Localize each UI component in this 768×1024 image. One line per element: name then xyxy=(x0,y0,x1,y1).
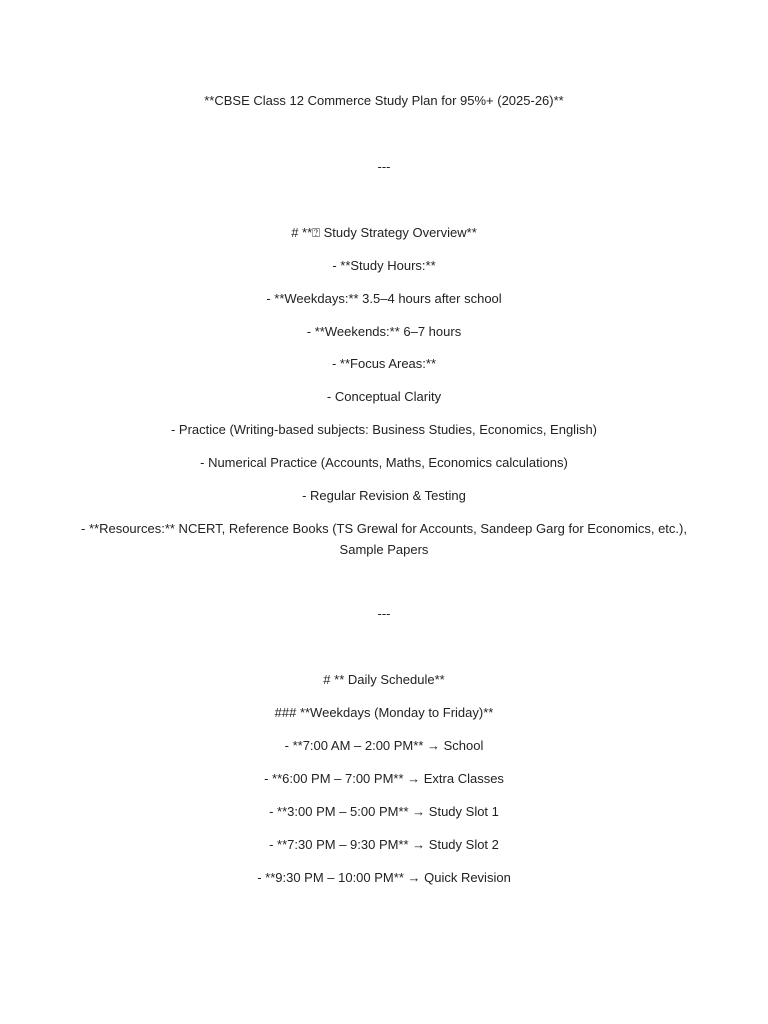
weekdays-hours: - **Weekdays:** 3.5–4 hours after school xyxy=(266,291,502,306)
focus-area-item: - Conceptual Clarity xyxy=(326,389,442,404)
weekends-hours: - **Weekends:** 6–7 hours xyxy=(306,324,462,339)
schedule-item: - **9:30 PM – 10:00 PM** → Quick Revision xyxy=(257,870,511,885)
focus-area-item: - Regular Revision & Testing xyxy=(302,488,466,503)
separator: --- xyxy=(377,159,391,174)
focus-area-item: - Practice (Writing-based subjects: Business Studies, Economics, English) xyxy=(170,422,598,437)
focus-area-item: - Numerical Practice (Accounts, Maths, Economics calculations) xyxy=(200,455,568,470)
schedule-item: - **3:00 PM – 5:00 PM** → Study Slot 1 xyxy=(269,804,499,819)
resources-line: - **Resources:** NCERT, Reference Books (TS Grewal for Accounts, Sandeep Garg for Economics, etc.), Sample Papers xyxy=(81,521,691,557)
separator: --- xyxy=(377,606,391,621)
strategy-heading: # **⍰ Study Strategy Overview** xyxy=(291,225,477,240)
focus-areas-label: - **Focus Areas:** xyxy=(331,356,437,371)
study-hours-label: - **Study Hours:** xyxy=(332,258,436,273)
schedule-item: - **6:00 PM – 7:00 PM** → Extra Classes xyxy=(264,771,504,786)
schedule-heading: # ** Daily Schedule** xyxy=(323,672,445,687)
schedule-item: - **7:00 AM – 2:00 PM** → School xyxy=(284,738,484,753)
schedule-item: - **7:30 PM – 9:30 PM** → Study Slot 2 xyxy=(269,837,499,852)
document-title: **CBSE Class 12 Commerce Study Plan for 95%+ (2025-26)** xyxy=(204,93,564,108)
weekdays-subheading: ### **Weekdays (Monday to Friday)** xyxy=(274,705,494,720)
